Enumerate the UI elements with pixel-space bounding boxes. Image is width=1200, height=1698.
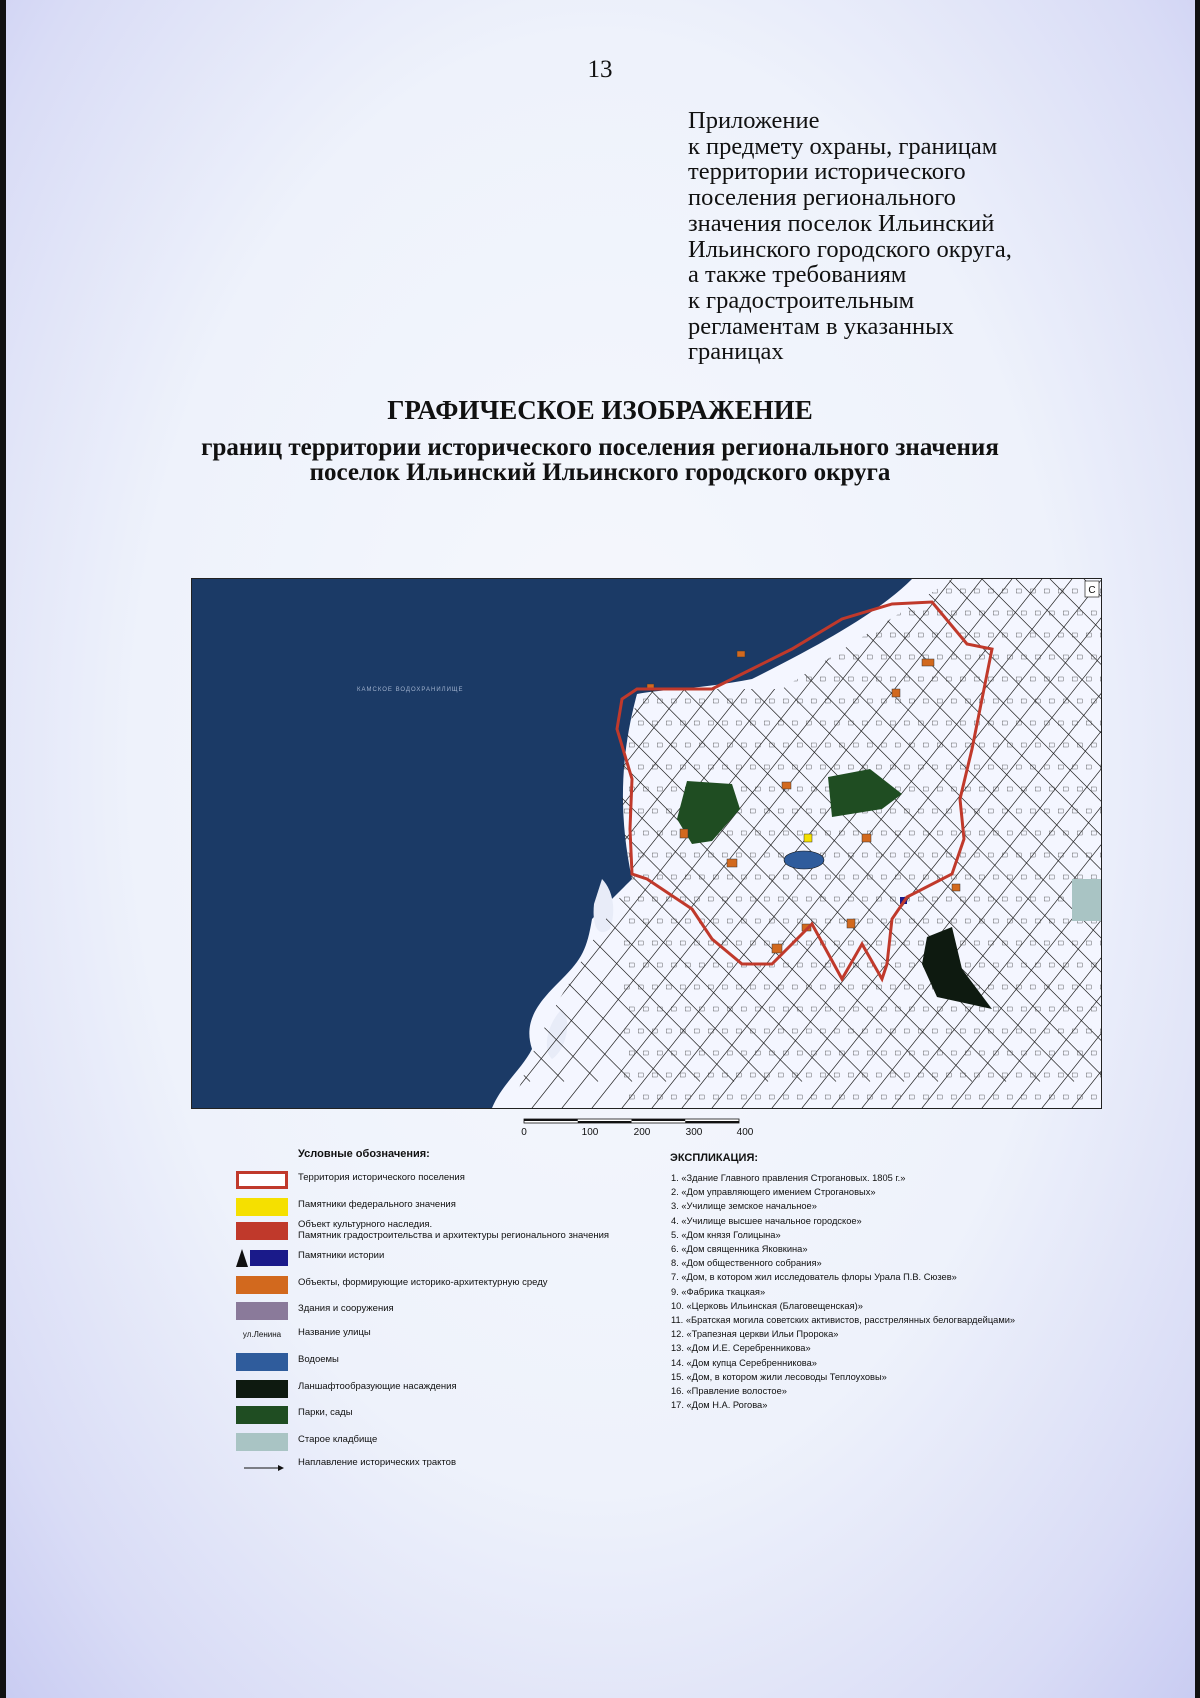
- legend-label: Территория исторического поселения: [298, 1172, 465, 1183]
- appendix-line: к градостроительным: [688, 286, 915, 314]
- explication-item: 9. «Фабрика ткацкая»: [671, 1286, 766, 1297]
- north-letter: С: [1088, 585, 1096, 596]
- explication-item: 11. «Братская могила советских активистов, расстрелянных белогвардейцами»: [671, 1315, 1016, 1326]
- legend-label: Старое кладбище: [298, 1434, 378, 1445]
- heritage-building: [952, 884, 960, 891]
- explication-item: 17. «Дом Н.А. Рогова»: [671, 1400, 768, 1411]
- document-subtitle: [0, 435, 1200, 485]
- landscape-plantings-swatch: [236, 1380, 288, 1398]
- history-monument-swatch: [236, 1249, 288, 1267]
- explication-item: 8. «Дом общественного собрания»: [671, 1258, 822, 1269]
- legend-item: [236, 1454, 656, 1478]
- scale-bar-segment: [578, 1121, 632, 1123]
- explication-item: 10. «Церковь Ильинская (Благовещенская)»: [671, 1300, 863, 1311]
- old-cemetery-area: [1072, 879, 1101, 921]
- legend-label-line: Памятник градостроительства и архитектуры регионального значения: [298, 1230, 610, 1241]
- legend-item: [236, 1274, 656, 1298]
- legend-label: Объекты, формирующие историко-архитектурную среду: [298, 1277, 548, 1288]
- heritage-building: [847, 919, 855, 928]
- heritage-building: [680, 829, 688, 838]
- document-title: ГРАФИЧЕСКОЕ ИЗОБРАЖЕНИЕ: [387, 395, 813, 425]
- scale-tick-label: 200: [633, 1127, 651, 1138]
- scale-bar-segment: [685, 1121, 739, 1123]
- explication-item: 12. «Трапезная церкви Ильи Пророка»: [671, 1329, 839, 1340]
- subtitle-line: поселок Ильинский Ильинского городского округа: [309, 459, 891, 486]
- regional-heritage-swatch: [236, 1222, 288, 1240]
- explication-item: 5. «Дом князя Голицына»: [671, 1229, 781, 1240]
- legend-item: [236, 1196, 656, 1220]
- north-arrow-icon: [1085, 581, 1099, 597]
- heritage-building: [892, 689, 900, 697]
- scale-tick-label: 0: [521, 1127, 527, 1138]
- scale-tick-label: 400: [736, 1127, 754, 1138]
- legend-label: Наплавление исторических трактов: [298, 1457, 457, 1468]
- legend-label-line: Объект культурного наследия.: [298, 1219, 433, 1230]
- heritage-building: [922, 659, 934, 666]
- subtitle-line: границ территории исторического поселения регионального значения: [201, 434, 999, 461]
- settlement-map: [191, 578, 1102, 1109]
- explication-item: 2. «Дом управляющего имением Строгановых»: [671, 1187, 876, 1198]
- environment-objects-swatch: [236, 1276, 288, 1294]
- appendix-line: к предмету охраны, границам: [688, 132, 998, 160]
- heritage-building: [727, 859, 737, 867]
- explication-item: 6. «Дом священника Яковкина»: [671, 1244, 808, 1255]
- legend-item: [236, 1351, 656, 1375]
- legend-item: [236, 1404, 656, 1428]
- legend-title: Условные обозначения:: [298, 1148, 430, 1160]
- page-number: 13: [587, 56, 613, 83]
- scale-bar-segment: [524, 1119, 578, 1121]
- old-cemetery-swatch: [236, 1433, 288, 1451]
- pond: [784, 851, 824, 869]
- buildings-swatch: [236, 1302, 288, 1320]
- scale-tick-label: 100: [581, 1127, 599, 1138]
- federal-monument-swatch: [236, 1198, 288, 1216]
- appendix-line: а также требованиям: [688, 261, 907, 289]
- scan-border-right: [1195, 0, 1200, 1698]
- legend-item: [236, 1300, 656, 1324]
- legend-item: [236, 1247, 656, 1271]
- legend-item: [236, 1324, 656, 1348]
- appendix-line: регламентам в указанных: [688, 312, 954, 340]
- legend-label: Парки, сады: [298, 1407, 353, 1418]
- heritage-building: [782, 782, 791, 789]
- appendix-note: [688, 108, 1108, 365]
- explication-item: 13. «Дом И.Е. Серебренникова»: [671, 1343, 811, 1354]
- explication-item: 14. «Дом купца Серебренникова»: [671, 1357, 817, 1368]
- appendix-line: поселения регионального: [688, 184, 956, 212]
- legend-label: Название улицы: [298, 1327, 371, 1338]
- heritage-building: [862, 834, 871, 842]
- historic-route-swatch: [236, 1456, 288, 1474]
- legend-item: [236, 1220, 656, 1244]
- legend-label: [298, 1219, 609, 1241]
- legend-item: [236, 1378, 656, 1402]
- explication-item: 15. «Дом, в котором жили лесоводы Теплоуховы»: [671, 1371, 887, 1382]
- reservoir-label: КАМСКОЕ ВОДОХРАНИЛИЩЕ: [357, 687, 464, 693]
- appendix-line: Приложение: [688, 107, 820, 134]
- legend-label: Памятники федерального значения: [298, 1199, 456, 1210]
- explication-item: 4. «Училище высшее начальное городское»: [671, 1215, 862, 1226]
- legend-label: Памятники истории: [298, 1250, 385, 1261]
- scale-bar: [520, 1117, 745, 1127]
- appendix-line: границах: [688, 338, 784, 366]
- appendix-line: территории исторического: [688, 158, 966, 186]
- boundary-swatch: [236, 1171, 288, 1189]
- street-name-sample: ул.Ленина: [242, 1330, 282, 1339]
- explication-title: ЭКСПЛИКАЦИЯ:: [670, 1152, 759, 1164]
- explication-item: 16. «Правление волостое»: [671, 1386, 787, 1397]
- water-swatch: [236, 1353, 288, 1371]
- legend-item: [236, 1169, 656, 1193]
- explication-list: [671, 1171, 1015, 1412]
- map-canvas: [192, 579, 1101, 1108]
- legend-label: Водоемы: [298, 1354, 339, 1365]
- heritage-building: [772, 944, 782, 953]
- scale-bar-segment: [632, 1119, 686, 1121]
- legend-label: Здания и сооружения: [298, 1303, 394, 1314]
- scale-tick-label: 300: [685, 1127, 703, 1138]
- legend-item: [236, 1431, 656, 1455]
- explication-item: 1. «Здание Главного правления Строгановых. 1805 г.»: [671, 1173, 906, 1183]
- explication-item: 7. «Дом, в котором жил исследователь флоры Урала П.В. Сюзев»: [671, 1272, 957, 1283]
- explication-item: 3. «Училище земское начальное»: [671, 1201, 817, 1212]
- parks-swatch: [236, 1406, 288, 1424]
- scan-border-left: [0, 0, 6, 1698]
- legend-label: Ланшафтообразующие насаждения: [298, 1381, 457, 1392]
- heritage-building: [804, 834, 812, 842]
- heritage-building: [737, 651, 745, 657]
- appendix-line: Ильинского городского округа,: [688, 235, 1012, 263]
- appendix-line: значения поселок Ильинский: [688, 209, 995, 237]
